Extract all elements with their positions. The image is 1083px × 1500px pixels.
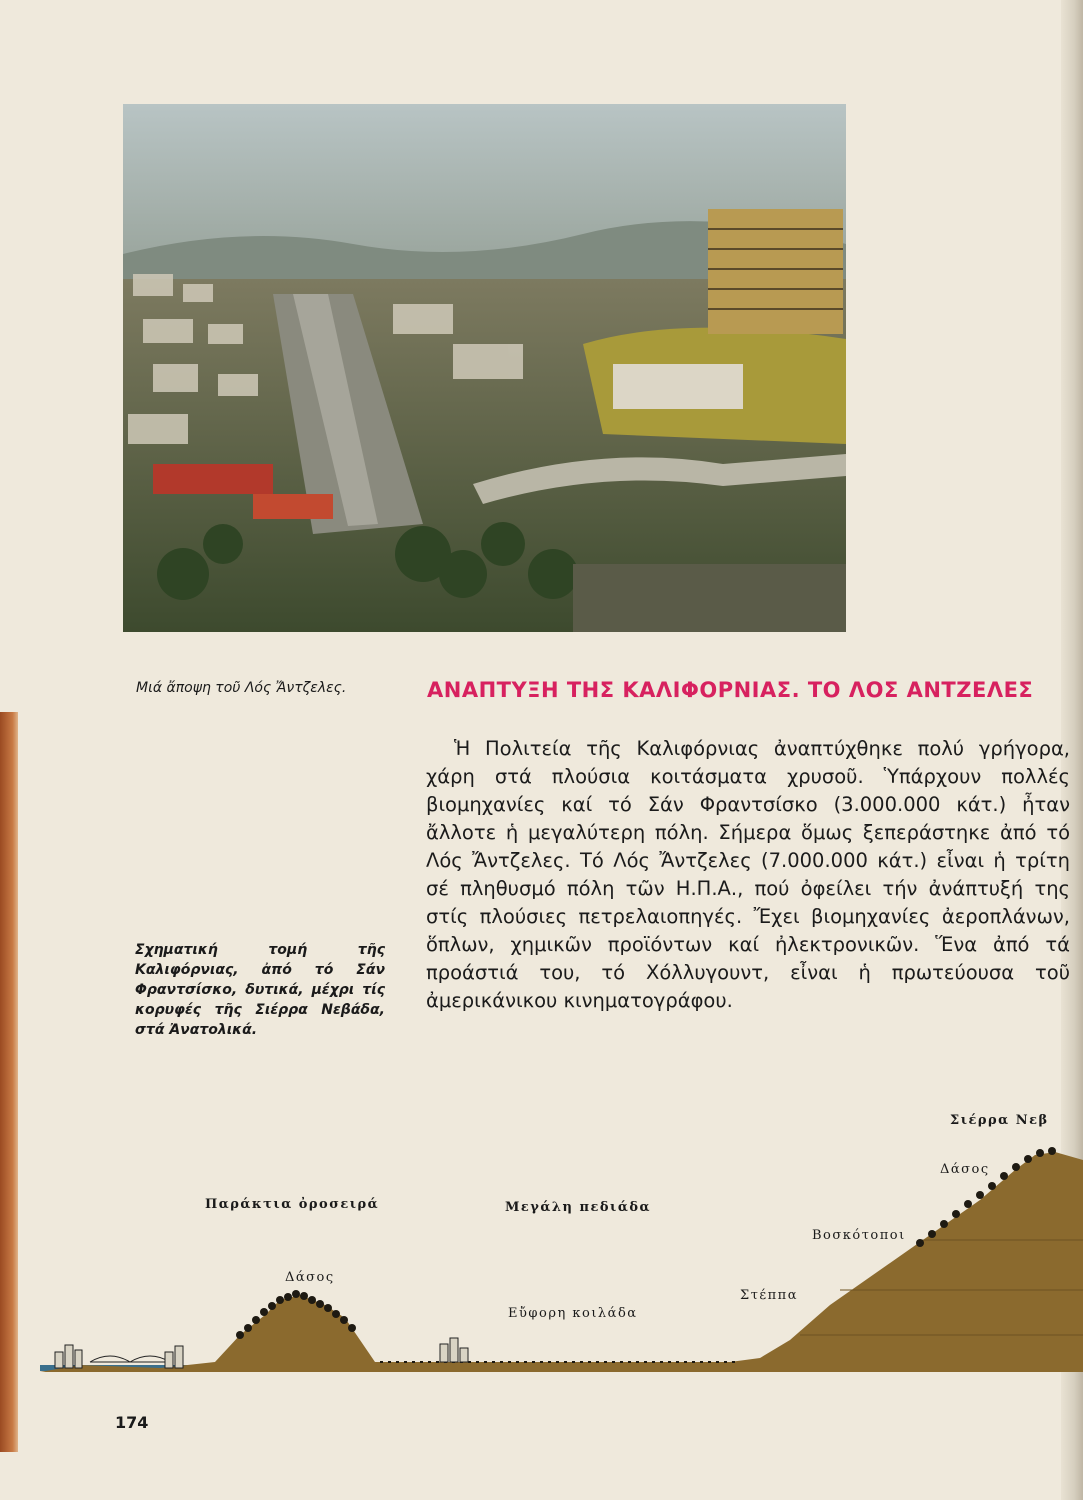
label-forest-sierra: Δάσος — [940, 1162, 990, 1177]
cross-section-diagram — [40, 1100, 1083, 1404]
cross-section-svg — [40, 1100, 1083, 1400]
los-angeles-photo — [123, 104, 846, 632]
san-francisco-city — [55, 1345, 82, 1368]
facing-page-edge — [0, 712, 18, 1452]
bay-bridge — [90, 1356, 170, 1362]
label-steppe: Στέππα — [740, 1288, 798, 1303]
photo-caption: Μιά ἄποψη τοῦ Λός Ἄντζελες. — [136, 680, 347, 696]
label-fertile-valley: Εὔφορη κοιλάδα — [508, 1306, 638, 1321]
page-number: 174 — [115, 1413, 149, 1432]
diagram-caption: Σχηματική τομή τῆς Καλιφόρνιας, ἀπό τό Σάν Φραντσίσκο, δυτικά, μέχρι τίς κορυφές τῆς Σιέρρα Νεβάδα, στά Ἀνατολικά. — [135, 942, 385, 1038]
label-pastures: Βοσκότοποι — [812, 1228, 906, 1243]
label-sierra-nevada: Σιέρρα Νεβ — [950, 1113, 1049, 1128]
label-great-plain: Μεγάλη πεδιάδα — [505, 1200, 652, 1215]
label-forest-coastal: Δάσος — [285, 1270, 335, 1285]
oakland-city — [165, 1346, 183, 1368]
sacramento-city — [440, 1338, 468, 1362]
section-body: Ἡ Πολιτεία τῆς Καλιφόρνιας ἀναπτύχθηκε πολύ γρήγορα, χάρη στά πλούσια κοιτάσματα χρυσοῦ. Ὑπάρχουν πολλές βιομηχανίες καί τό Σάν Φραντσίσκο (3.000.000 κάτ.) ἦταν ἄλλοτε ἡ μεγαλύτερη πόλη. Σήμερα ὅμως ξεπεράστηκε ἀπό τό Λός Ἄντζελες. Τό Λός Ἄντζελες (7.000.000 κάτ.) εἶναι ἡ τρίτη σέ πληθυσμό πόλη τῶν Η.Π.Α., πού ὀφείλει τήν ἀνάπτυξή της στίς πλούσιες πετρελαιοπηγές. Ἔχει βιομηχανίες ἀεροπλάνων, ὅπλων, χημικῶν προϊόντων καί ἠλεκτρονικῶν. Ἕνα ἀπό τά προάστιά του, τό Χόλλυγουντ, εἶναι ἡ πρωτεύουσα τοῦ ἀμερικάνικου κινηματογράφου. — [426, 737, 1070, 1012]
photo-illustration — [123, 104, 846, 632]
section-heading: ΑΝΑΠΤΥΞΗ ΤΗΣ ΚΑΛΙΦΟΡΝΙΑΣ. ΤΟ ΛΟΣ ΑΝΤΖΕΛΕΣ — [427, 678, 1034, 702]
label-coastal-range: Παράκτια ὀροσειρά — [205, 1197, 380, 1212]
terrain-profile — [40, 1152, 1083, 1372]
